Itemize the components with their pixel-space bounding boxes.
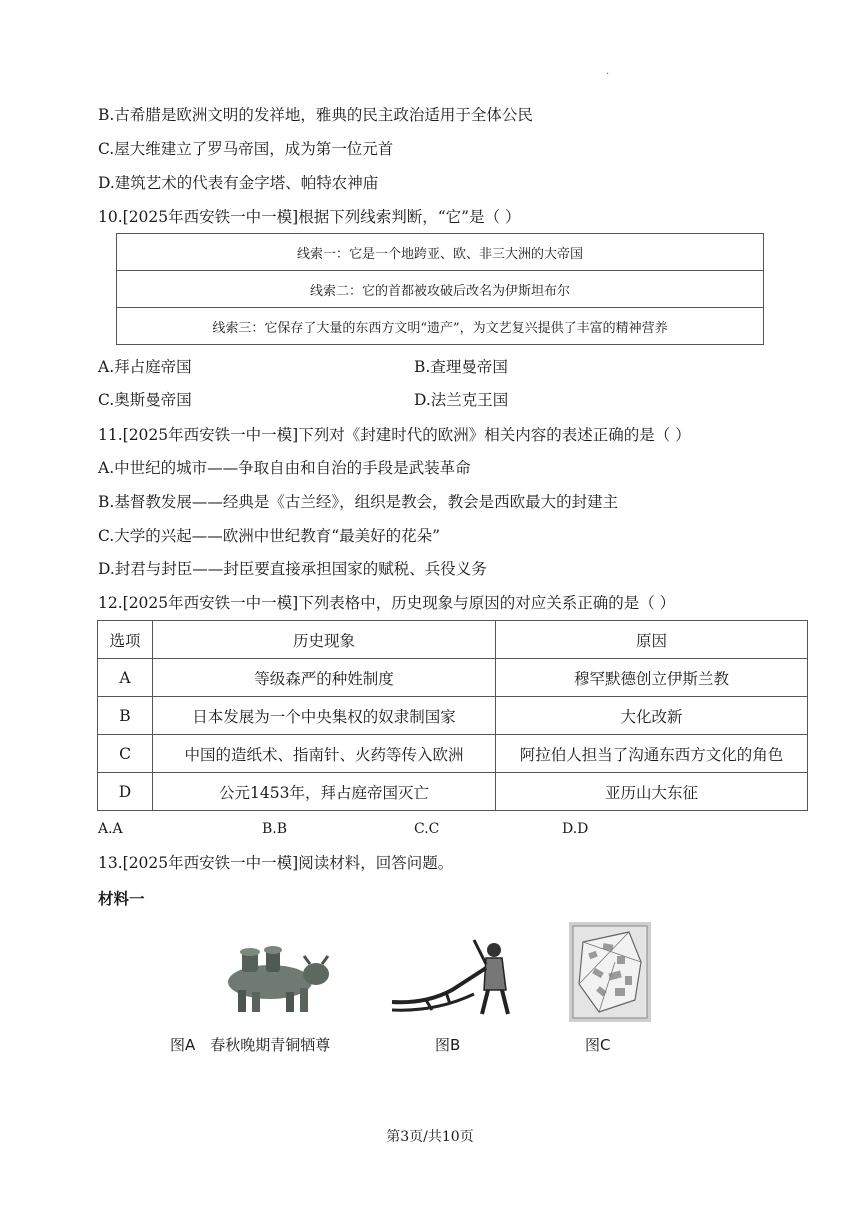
table-row: [98, 697, 808, 735]
material-label: 材料一: [98, 890, 145, 908]
q10-option-c: C.奥斯曼帝国: [98, 391, 192, 409]
caption-figure-b: 图B: [435, 1036, 461, 1054]
row-a-phenomenon: 等级森严的种姓制度: [153, 659, 496, 697]
q9-option-c: C.屋大维建立了罗马帝国，成为第一位元首: [98, 140, 394, 158]
table-row: [98, 659, 808, 697]
plough-image: [386, 934, 518, 1018]
q9-option-d: D.建筑艺术的代表有金字塔、帕特农神庙: [98, 174, 379, 192]
table-row: [98, 773, 808, 811]
header-phenomenon: 历史现象: [153, 621, 496, 659]
header-reason: 原因: [496, 621, 808, 659]
q11-option-b: B.基督教发展——经典是《古兰经》，组织是教会，教会是西欧最大的封建主: [98, 493, 619, 511]
q11-option-a: A.中世纪的城市——争取自由和自治的手段是武装革命: [98, 459, 471, 477]
caption-figure-a: 图A 春秋晚期青铜牺尊: [170, 1036, 331, 1054]
row-d-reason: 亚历山大东征: [496, 773, 808, 811]
clue-2: 线索二：它的首都被攻破后改名为伊斯坦布尔: [117, 271, 764, 308]
q10-option-a: A.拜占庭帝国: [98, 358, 192, 376]
table-row: [98, 735, 808, 773]
row-b-reason: 大化改新: [496, 697, 808, 735]
q10-clue-table: [116, 233, 764, 345]
row-c-reason: 阿拉伯人担当了沟通东西方文化的角色: [496, 735, 808, 773]
city-plan-image: [569, 922, 651, 1022]
row-a-reason: 穆罕默德创立伊斯兰教: [496, 659, 808, 697]
row-c-option: C: [98, 735, 153, 773]
row-a-option: A: [98, 659, 153, 697]
clue-1: 线索一：它是一个地跨亚、欧、非三大洲的大帝国: [117, 234, 764, 271]
clue-3: 线索三：它保存了大量的东西方文明“遗产”，为文艺复兴提供了丰富的精神营养: [117, 308, 764, 345]
q10-option-b: B.查理曼帝国: [414, 358, 508, 376]
q9-option-b: B.古希腊是欧洲文明的发祥地，雅典的民主政治适用于全体公民: [98, 106, 533, 124]
header-option: 选项: [98, 621, 153, 659]
row-b-option: B: [98, 697, 153, 735]
q11-option-d: D.封君与封臣——封臣要直接承担国家的赋税、兵役义务: [98, 560, 487, 578]
q12-option-b: B.B: [262, 821, 288, 837]
q11-option-c: C.大学的兴起——欧洲中世纪教育“最美好的花朵”: [98, 527, 441, 545]
caption-figure-c: 图C: [585, 1036, 611, 1054]
row-d-phenomenon: 公元1453年，拜占庭帝国灭亡: [153, 773, 496, 811]
q13-stem: 13.[2025年西安铁一中一模]阅读材料，回答问题。: [98, 854, 454, 872]
q12-table: [97, 620, 808, 811]
q12-option-d: D.D: [562, 821, 589, 837]
q10-option-d: D.法兰克王国: [414, 391, 509, 409]
q12-option-a: A.A: [98, 821, 123, 837]
header-dot: .: [606, 66, 610, 77]
q10-stem: 10.[2025年西安铁一中一模]根据下列线索判断，“它”是（ ）: [98, 208, 521, 226]
bronze-ox-vessel-image: [212, 936, 334, 1016]
q11-stem: 11.[2025年西安铁一中一模]下列对《封建时代的欧洲》相关内容的表述正确的是（ ）: [98, 426, 691, 444]
q12-option-c: C.C: [414, 821, 440, 837]
table-header-row: [98, 621, 808, 659]
page-number: 第3页/共10页: [386, 1129, 474, 1145]
q12-stem: 12.[2025年西安铁一中一模]下列表格中，历史现象与原因的对应关系正确的是（ ）: [98, 594, 676, 612]
row-b-phenomenon: 日本发展为一个中央集权的奴隶制国家: [153, 697, 496, 735]
row-c-phenomenon: 中国的造纸术、指南针、火药等传入欧洲: [153, 735, 496, 773]
row-d-option: D: [98, 773, 153, 811]
